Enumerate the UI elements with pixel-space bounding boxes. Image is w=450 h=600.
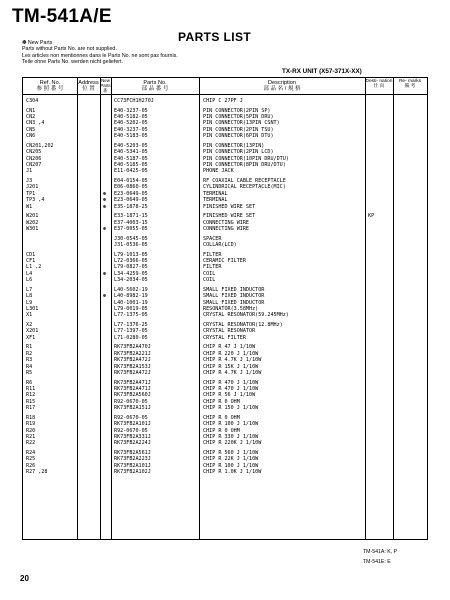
ref-cell: TP1 xyxy=(26,190,36,197)
description-cell: CHIP R 22K J 1/10W xyxy=(203,456,259,463)
header-new xyxy=(100,79,111,93)
ref-cell: R3 xyxy=(26,357,33,364)
ref-cell: L1 ,2 xyxy=(26,264,42,271)
parts-number-cell: E33-1871-15 xyxy=(114,213,148,220)
table-row xyxy=(23,226,427,232)
parts-number-cell: RK73FB2A331J xyxy=(114,434,151,440)
description-cell: TERMINAL xyxy=(203,190,228,197)
parts-number-cell: E40-3237-05 xyxy=(114,126,148,133)
header-remarks xyxy=(393,79,427,89)
ref-cell: L4 xyxy=(26,270,33,277)
parts-number-cell: E06-0860-05 xyxy=(114,184,148,191)
parts-number-cell: L71-0280-05 xyxy=(114,334,148,341)
ref-cell: R17 xyxy=(26,405,36,412)
parts-number-cell: L77-1376-25 xyxy=(114,322,148,328)
parts-number-cell: R92-0670-05 xyxy=(114,427,148,434)
ref-cell: CD1 xyxy=(26,251,36,258)
description-cell: PIN CONNECTOR(13PIN CSNT) xyxy=(203,120,280,127)
header-new-jp: 新 xyxy=(103,87,108,93)
ref-cell: J3 xyxy=(26,178,33,184)
parts-number-cell: E04-0154-05 xyxy=(114,178,148,184)
description-cell: COLLAR(LCD) xyxy=(203,242,237,248)
table-row xyxy=(23,440,427,446)
ref-cell: R5 xyxy=(26,370,33,376)
parts-number-cell: E35-1878-25 xyxy=(114,203,148,210)
ref-cell: CN207 xyxy=(26,162,42,168)
ref-cell: CN5 xyxy=(26,126,36,133)
description-cell: PIN CONNECTOR(2PIN LCD) xyxy=(203,149,274,156)
description-cell: PIN CONNECTOR(2PIN SP) xyxy=(203,107,271,114)
description-cell: SPACER xyxy=(203,235,222,242)
description-cell: RESONATOR(3.58MHz) xyxy=(203,306,259,312)
header-description-en: Description xyxy=(268,80,296,86)
new-parts-mark: ✽ xyxy=(103,203,107,210)
header-parts-no-en: Parts No. xyxy=(143,80,167,86)
table-row xyxy=(23,312,427,318)
ref-cell: R25 xyxy=(26,456,36,463)
new-parts-mark: ✽ xyxy=(103,190,107,197)
parts-number-cell: L79-0827-05 xyxy=(114,264,148,271)
note-line: Les articles non mentionnes dans le Parts No. ne sont pas fournis. xyxy=(22,52,178,59)
ref-cell: L301 xyxy=(26,306,39,312)
parts-number-cell: J31-0536-05 xyxy=(114,242,148,248)
ref-cell: R18 xyxy=(26,414,36,421)
description-cell: CRYSTAL RESONATOR(12.8MHz) xyxy=(203,322,283,328)
description-cell: CHIP R 4.7K J 1/10W xyxy=(203,370,262,376)
ref-cell: X1 xyxy=(26,312,33,319)
parts-number-cell: E37-4003-15 xyxy=(114,219,148,226)
note-line: Parts without Parts No. are not supplied. xyxy=(22,46,117,53)
header-parts-no xyxy=(111,80,199,92)
ref-cell: R6 xyxy=(26,379,33,386)
ref-cell: CN2 xyxy=(26,114,36,120)
parts-number-cell: RK73FB2A153J xyxy=(114,363,151,370)
description-cell: PIN CONNECTOR(5PIN DRU) xyxy=(203,114,274,120)
parts-number-cell: E37-0055-05 xyxy=(114,226,148,232)
new-parts-mark: ✽ xyxy=(103,270,107,277)
parts-number-cell: L77-1397-05 xyxy=(114,328,148,335)
page-number: 20 xyxy=(20,574,29,583)
table-row xyxy=(23,204,427,210)
parts-number-cell: L79-0019-05 xyxy=(114,306,148,312)
parts-number-cell: RK73FB2A101J xyxy=(114,421,151,428)
ref-cell: L6 xyxy=(26,277,33,284)
parts-number-cell: J30-0545-05 xyxy=(114,235,148,242)
parts-number-cell: L40-5602-19 xyxy=(114,286,148,293)
ref-cell: X201 xyxy=(26,328,39,335)
description-cell: COIL xyxy=(203,270,216,277)
parts-number-cell: RK73FB2A223J xyxy=(114,456,151,463)
ref-cell: CN205 xyxy=(26,149,42,156)
parts-number-cell: RK73FB2A561J xyxy=(114,450,151,456)
ref-cell: CN3 ,4 xyxy=(26,120,45,127)
description-cell: FINISHED WIRE SET xyxy=(203,213,256,220)
description-cell: PIN CONNECTOR(8PIN DRU/DTU) xyxy=(203,162,286,168)
parts-number-cell: RK73FB2A472J xyxy=(114,370,151,376)
parts-table xyxy=(22,77,428,540)
ref-cell: L7 xyxy=(26,286,33,293)
ref-cell: R1 xyxy=(26,344,33,351)
parts-number-cell: L40-8982-19 xyxy=(114,293,148,300)
header-divider xyxy=(23,94,427,95)
parts-number-cell: E40-5202-05 xyxy=(114,120,148,127)
ref-cell: R26 xyxy=(26,462,36,469)
description-cell: CHIP R 0 OHM xyxy=(203,398,240,405)
description-cell: CHIP R 560 J 1/10W xyxy=(203,450,259,456)
new-parts-mark: ✽ xyxy=(103,226,107,232)
description-cell: FILTER xyxy=(203,251,222,258)
ref-cell: R2 xyxy=(26,350,33,357)
header-address-en: Address xyxy=(78,80,99,86)
table-row xyxy=(23,242,427,248)
ref-cell: W301 xyxy=(26,226,39,232)
ref-cell: CN206 xyxy=(26,155,42,162)
description-cell: CHIP R 0 OHM xyxy=(203,414,240,421)
description-cell: CHIP R 47 J 1/10W xyxy=(203,344,256,351)
parts-number-cell: RK73FB2A471J xyxy=(114,386,151,392)
ref-cell: CF1 xyxy=(26,258,36,264)
parts-number-cell: L34-4259-05 xyxy=(114,270,148,277)
description-cell: CHIP R 56 J 1/10W xyxy=(203,392,256,399)
header-address xyxy=(77,80,100,92)
description-cell: CHIP R 100 J 1/10W xyxy=(203,421,259,428)
parts-number-cell: RK73FB2A224J xyxy=(114,440,151,447)
header-description-jp: 部 品 名 / 規 格 xyxy=(263,86,301,92)
ref-cell: R15 xyxy=(26,398,36,405)
ref-cell: X2 xyxy=(26,322,33,328)
parts-number-cell: RK73FB2A560J xyxy=(114,392,151,399)
ref-cell: CN201,202 xyxy=(26,142,54,149)
table-row xyxy=(23,133,427,139)
footer-note: TM-541E: E xyxy=(363,559,391,565)
description-cell: PIN CONNECTOR(10PIN DRU/DTU) xyxy=(203,155,289,162)
description-cell: PIN CONNECTOR(2PIN TSU) xyxy=(203,126,274,133)
ref-cell: L9 xyxy=(26,299,33,306)
description-cell: CRYSTAL RESONATOR(59.245MHz) xyxy=(203,312,289,319)
ref-cell: R20 xyxy=(26,427,36,434)
ref-cell: R22 xyxy=(26,440,36,447)
description-cell: CHIP R 15K J 1/10W xyxy=(203,363,259,370)
parts-number-cell: E40-5185-05 xyxy=(114,162,148,168)
header-remarks-jp: 備 考 xyxy=(404,84,416,89)
parts-number-cell: E40-5183-05 xyxy=(114,133,148,140)
header-ref-en: Ref. No. xyxy=(39,80,61,86)
page-title: PARTS LIST xyxy=(178,30,252,44)
description-cell: CHIP R 100 J 1/10W xyxy=(203,462,259,469)
header-new-en: New Parts xyxy=(100,78,111,88)
parts-number-cell: RK73FB2A101J xyxy=(114,462,151,469)
new-parts-mark: ✽ xyxy=(103,197,107,204)
parts-number-cell: RK73FB2A471J xyxy=(114,379,151,386)
ref-cell: R4 xyxy=(26,363,33,370)
description-cell: COIL xyxy=(203,277,216,284)
description-cell: CERAMIC FILTER xyxy=(203,258,246,264)
description-cell: CRYSTAL RESONATOR xyxy=(203,328,256,335)
description-cell: SMALL FIXED INDUCTOR xyxy=(203,293,265,300)
description-cell: TERMINAL xyxy=(203,197,228,204)
parts-number-cell: L79-1013-05 xyxy=(114,251,148,258)
table-row xyxy=(23,168,427,174)
parts-number-cell: L72-0366-05 xyxy=(114,258,148,264)
parts-number-cell: RK73FB2A472J xyxy=(114,357,151,364)
table-row xyxy=(23,469,427,475)
parts-number-cell: E23-0649-05 xyxy=(114,197,148,204)
parts-number-cell: E40-5187-05 xyxy=(114,155,148,162)
new-parts-mark: ✽ xyxy=(103,293,107,300)
parts-number-cell: L77-1375-05 xyxy=(114,312,148,319)
parts-number-cell: RK73FB2A470J xyxy=(114,344,151,351)
description-cell: PIN CONNECTOR(6PIN DTU) xyxy=(203,133,274,140)
parts-number-cell: RK73FB2A102J xyxy=(114,469,151,476)
description-cell: CHIP R 220 J 1/10W xyxy=(203,350,259,357)
table-row xyxy=(23,335,427,341)
description-cell: CRYSTAL FILTER xyxy=(203,334,246,341)
header-destination-en: Desti- nation xyxy=(365,79,393,84)
unit-title: TX-RX UNIT (X57-371X-XX) xyxy=(282,68,362,75)
description-cell: CHIP R 0 OHM xyxy=(203,427,240,434)
ref-cell: W202 xyxy=(26,219,39,226)
table-row xyxy=(23,277,427,283)
header-destination xyxy=(365,79,393,89)
parts-number-cell: E23-0649-05 xyxy=(114,190,148,197)
ref-cell: R19 xyxy=(26,421,36,428)
description-cell: SMALL FIXED INDUCTOR xyxy=(203,286,265,293)
ref-cell: XF1 xyxy=(26,334,36,341)
ref-cell: J1 xyxy=(26,168,33,175)
description-cell: CHIP R 220K J 1/10W xyxy=(203,440,262,447)
parts-number-cell: E40-5203-05 xyxy=(114,142,148,149)
note-line: ✽ New Parts xyxy=(22,40,53,46)
notes-block xyxy=(22,40,178,66)
header-ref xyxy=(23,80,77,92)
parts-number-cell: L34-2034-05 xyxy=(114,277,148,284)
header-ref-jp: 参 照 番 号 xyxy=(36,86,64,92)
ref-cell: R27 ,28 xyxy=(26,469,48,476)
header-parts-no-jp: 部 品 番 号 xyxy=(141,86,169,92)
ref-cell: R24 xyxy=(26,450,36,456)
ref-cell: TP3 ,4 xyxy=(26,197,45,204)
destination-cell: KP xyxy=(368,213,375,220)
description-cell: CHIP R 470 J 1/10W xyxy=(203,379,259,386)
parts-number-cell: R92-0670-05 xyxy=(114,398,148,405)
ref-cell: W201 xyxy=(26,213,39,220)
table-row xyxy=(23,370,427,376)
description-cell: CONNECTING WIRE xyxy=(203,219,250,226)
description-cell: PIN CONNECTOR(13PIN) xyxy=(203,142,265,149)
ref-cell: W1 xyxy=(26,203,33,210)
parts-number-cell: RK73FB2A151J xyxy=(114,405,151,412)
description-cell: SMALL FIXED INDUCTOR xyxy=(203,299,265,306)
header-destination-jp: 仕 向 xyxy=(373,84,385,89)
description-cell: PHONE JACK xyxy=(203,168,234,175)
parts-number-cell: CC73FCH1H270J xyxy=(114,98,154,104)
table-row xyxy=(23,405,427,411)
parts-number-cell: E11-0425-05 xyxy=(114,168,148,175)
ref-cell: L8 xyxy=(26,293,33,300)
description-cell: CHIP R 1.0K J 1/10W xyxy=(203,469,262,476)
ref-cell: R11 xyxy=(26,386,36,392)
header-description xyxy=(199,80,365,92)
note-line: Teile ohne Parts No. werden nicht geliefert. xyxy=(22,59,123,66)
ref-cell: C304 xyxy=(26,98,39,104)
description-cell: RF COAXIAL CABLE RECEPTACLE xyxy=(203,178,286,184)
table-row xyxy=(23,98,427,104)
description-cell: FINISHED WIRE SET xyxy=(203,203,256,210)
description-cell: CYLINDRICAL RECEPTACLE(MIC) xyxy=(203,184,286,191)
parts-number-cell: L40-1001-19 xyxy=(114,299,148,306)
description-cell: CHIP R 150 J 1/10W xyxy=(203,405,259,412)
model-title: TM-541A/E xyxy=(12,6,112,27)
parts-number-cell: R92-0670-05 xyxy=(114,414,148,421)
header-address-jp: 位 置 xyxy=(82,86,95,92)
header-remarks-en: Re- marks xyxy=(398,79,422,84)
description-cell: CHIP C 27PF J xyxy=(203,98,243,104)
description-cell: CHIP R 470 J 1/10W xyxy=(203,386,259,392)
description-cell: FILTER xyxy=(203,264,222,271)
ref-cell: R12 xyxy=(26,392,36,399)
parts-number-cell: E40-5341-05 xyxy=(114,149,148,156)
description-cell: CONNECTING WIRE xyxy=(203,226,250,232)
ref-cell: R21 xyxy=(26,434,36,440)
footer-note: TM-541A: K, P xyxy=(363,549,398,555)
ref-cell: J201 xyxy=(26,184,39,191)
description-cell: CHIP R 4.7K J 1/10W xyxy=(203,357,262,364)
parts-number-cell: E40-5182-05 xyxy=(114,114,148,120)
description-cell: CHIP R 330 J 1/10W xyxy=(203,434,259,440)
parts-number-cell: RK73FB2A221J xyxy=(114,350,151,357)
parts-number-cell: E40-3237-05 xyxy=(114,107,148,114)
ref-cell: CN1 xyxy=(26,107,36,114)
ref-cell: CN6 xyxy=(26,133,36,140)
